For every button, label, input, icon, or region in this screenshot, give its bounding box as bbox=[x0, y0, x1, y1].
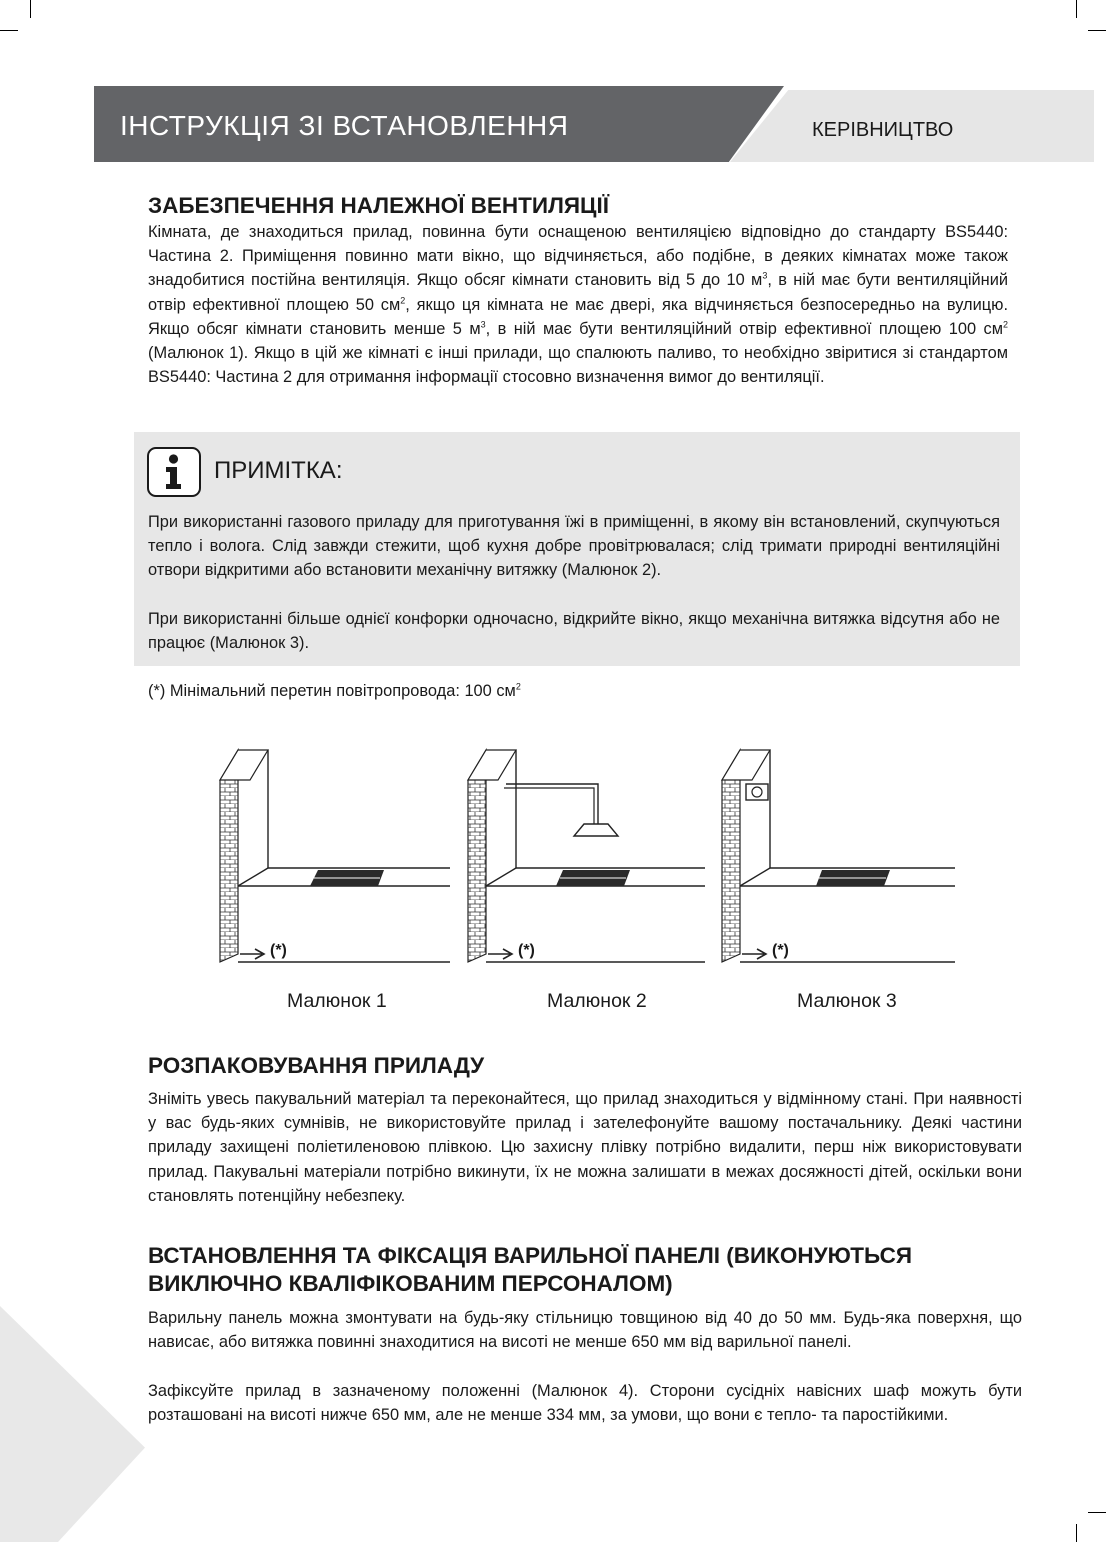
figure-1 bbox=[220, 750, 450, 962]
figure-2 bbox=[468, 750, 705, 962]
installation-heading-line-2: ВИКЛЮЧНО КВАЛІФІКОВАНИМ ПЕРСОНАЛОМ) bbox=[148, 1271, 673, 1296]
ventilation-paragraph: Кімната, де знаходиться прилад, повинна бути оснащеною вентиляцією відповідно до стандарту BS5440: Частина 2. Приміщення повинно мати вікно, що відчиняється, або подібне, в деяких кімнатах може також знадобитися постійна вентиляція. Якщо обсяг кімнати становить від 5 до 10 $м^3$, в ній має бути вентиляційний отвір ефективної площею 50 $см^2$, якщо ця кімната не має двері, яка відчиняється безпосередньо на вулицю. Якщо обсяг кімнати становить менше 5 $м^3$, в ній має бути вентиляційний отвір ефективної площею 100 $см^2$ (Малюнок 1). Якщо в цій же кімнаті є інші прилади, що спалюють паливо, то необхідно звіритися зі стандартом BS5440: Частина 2 для отримання інформації стосовно визначення вимог до вентиляції. bbox=[148, 223, 1009, 387]
crop-mark bbox=[1088, 30, 1106, 31]
note-paragraph-2: При використанні більше однієї конфорки одночасно, відкрийте вікно, якщо механічна витяжка відсутня або не працює (Малюнок 3). bbox=[148, 610, 1000, 653]
figure-2-marker: (*) bbox=[518, 942, 535, 959]
figure-1-caption: Малюнок 1 bbox=[287, 990, 387, 1012]
section-heading-ventilation: ЗАБЕЗПЕЧЕННЯ НАЛЕЖНОЇ ВЕНТИЛЯЦІЇ bbox=[148, 193, 609, 218]
figure-1-marker: (*) bbox=[270, 942, 287, 959]
figure-2-caption: Малюнок 2 bbox=[547, 990, 647, 1012]
figure-3 bbox=[722, 750, 955, 962]
figures-illustration bbox=[0, 740, 1106, 980]
note-paragraph-1: При використанні газового приладу для приготування їжі в приміщенні, в якому він встановлений, скупчуються тепло і волога. Слід завжди стежити, щоб кухня добре провітрювалася; слід тримати природні вентиляційні отвори відкритими або встановити механічну витяжку (Малюнок 2). bbox=[148, 513, 1000, 580]
info-icon bbox=[147, 447, 201, 497]
installation-paragraph-2: Зафіксуйте прилад в зазначеному положенні (Малюнок 4). Сторони сусідніх навісних шаф можуть бути розташовані на висоті нижче 650 мм, але не менше 334 мм, за умови, що вони є тепло- та паростійкими. bbox=[148, 1382, 1022, 1425]
note-title: ПРИМІТКА: bbox=[214, 457, 343, 484]
corner-decoration bbox=[0, 1306, 145, 1542]
page-title: ІНСТРУКЦІЯ ЗІ ВСТАНОВЛЕННЯ bbox=[120, 110, 569, 141]
installation-heading-line-1: ВСТАНОВЛЕННЯ ТА ФІКСАЦІЯ ВАРИЛЬНОЇ ПАНЕЛІ (ВИКОНУЮТЬСЯ bbox=[148, 1243, 913, 1268]
section-heading-unpacking: РОЗПАКОВУВАННЯ ПРИЛАДУ bbox=[148, 1053, 485, 1078]
figure-3-caption: Малюнок 3 bbox=[797, 990, 897, 1012]
crop-mark bbox=[30, 0, 31, 18]
crop-mark bbox=[1076, 0, 1077, 18]
installation-paragraph-1: Варильну панель можна змонтувати на будь-яку стільницю товщиною від 40 до 50 мм. Будь-яка поверхня, що нависає, або витяжка повинні знаходитися на висоті не менше 650 мм від варильної панелі. bbox=[148, 1309, 1022, 1352]
crop-mark bbox=[1076, 1524, 1077, 1542]
header-tab-label: КЕРІВНИЦТВО bbox=[812, 119, 954, 141]
crop-mark bbox=[1088, 1512, 1106, 1513]
crop-mark bbox=[0, 30, 18, 31]
section-heading-installation bbox=[148, 1242, 1028, 1298]
figure-3-marker: (*) bbox=[772, 942, 789, 959]
unpacking-paragraph: Зніміть увесь пакувальний матеріал та переконайтеся, що прилад знаходиться у відмінному стані. При наявності у вас будь-яких сумнівів, не використовуйте прилад і зателефонуйте вашому постачальнику. Деякі частини приладу захищені поліетиленовою плівкою. Цю захисну плівку потрібно видалити, перш ніж використовувати прилад. Пакувальні матеріали потрібно викинути, їх не можна залишати в межах досяжності дітей, оскільки вони становлять потенційну небезпеку. bbox=[148, 1090, 1022, 1205]
footnote: (*) Мінімальний перетин повітропровода: 100 $см^2$ bbox=[148, 681, 521, 700]
